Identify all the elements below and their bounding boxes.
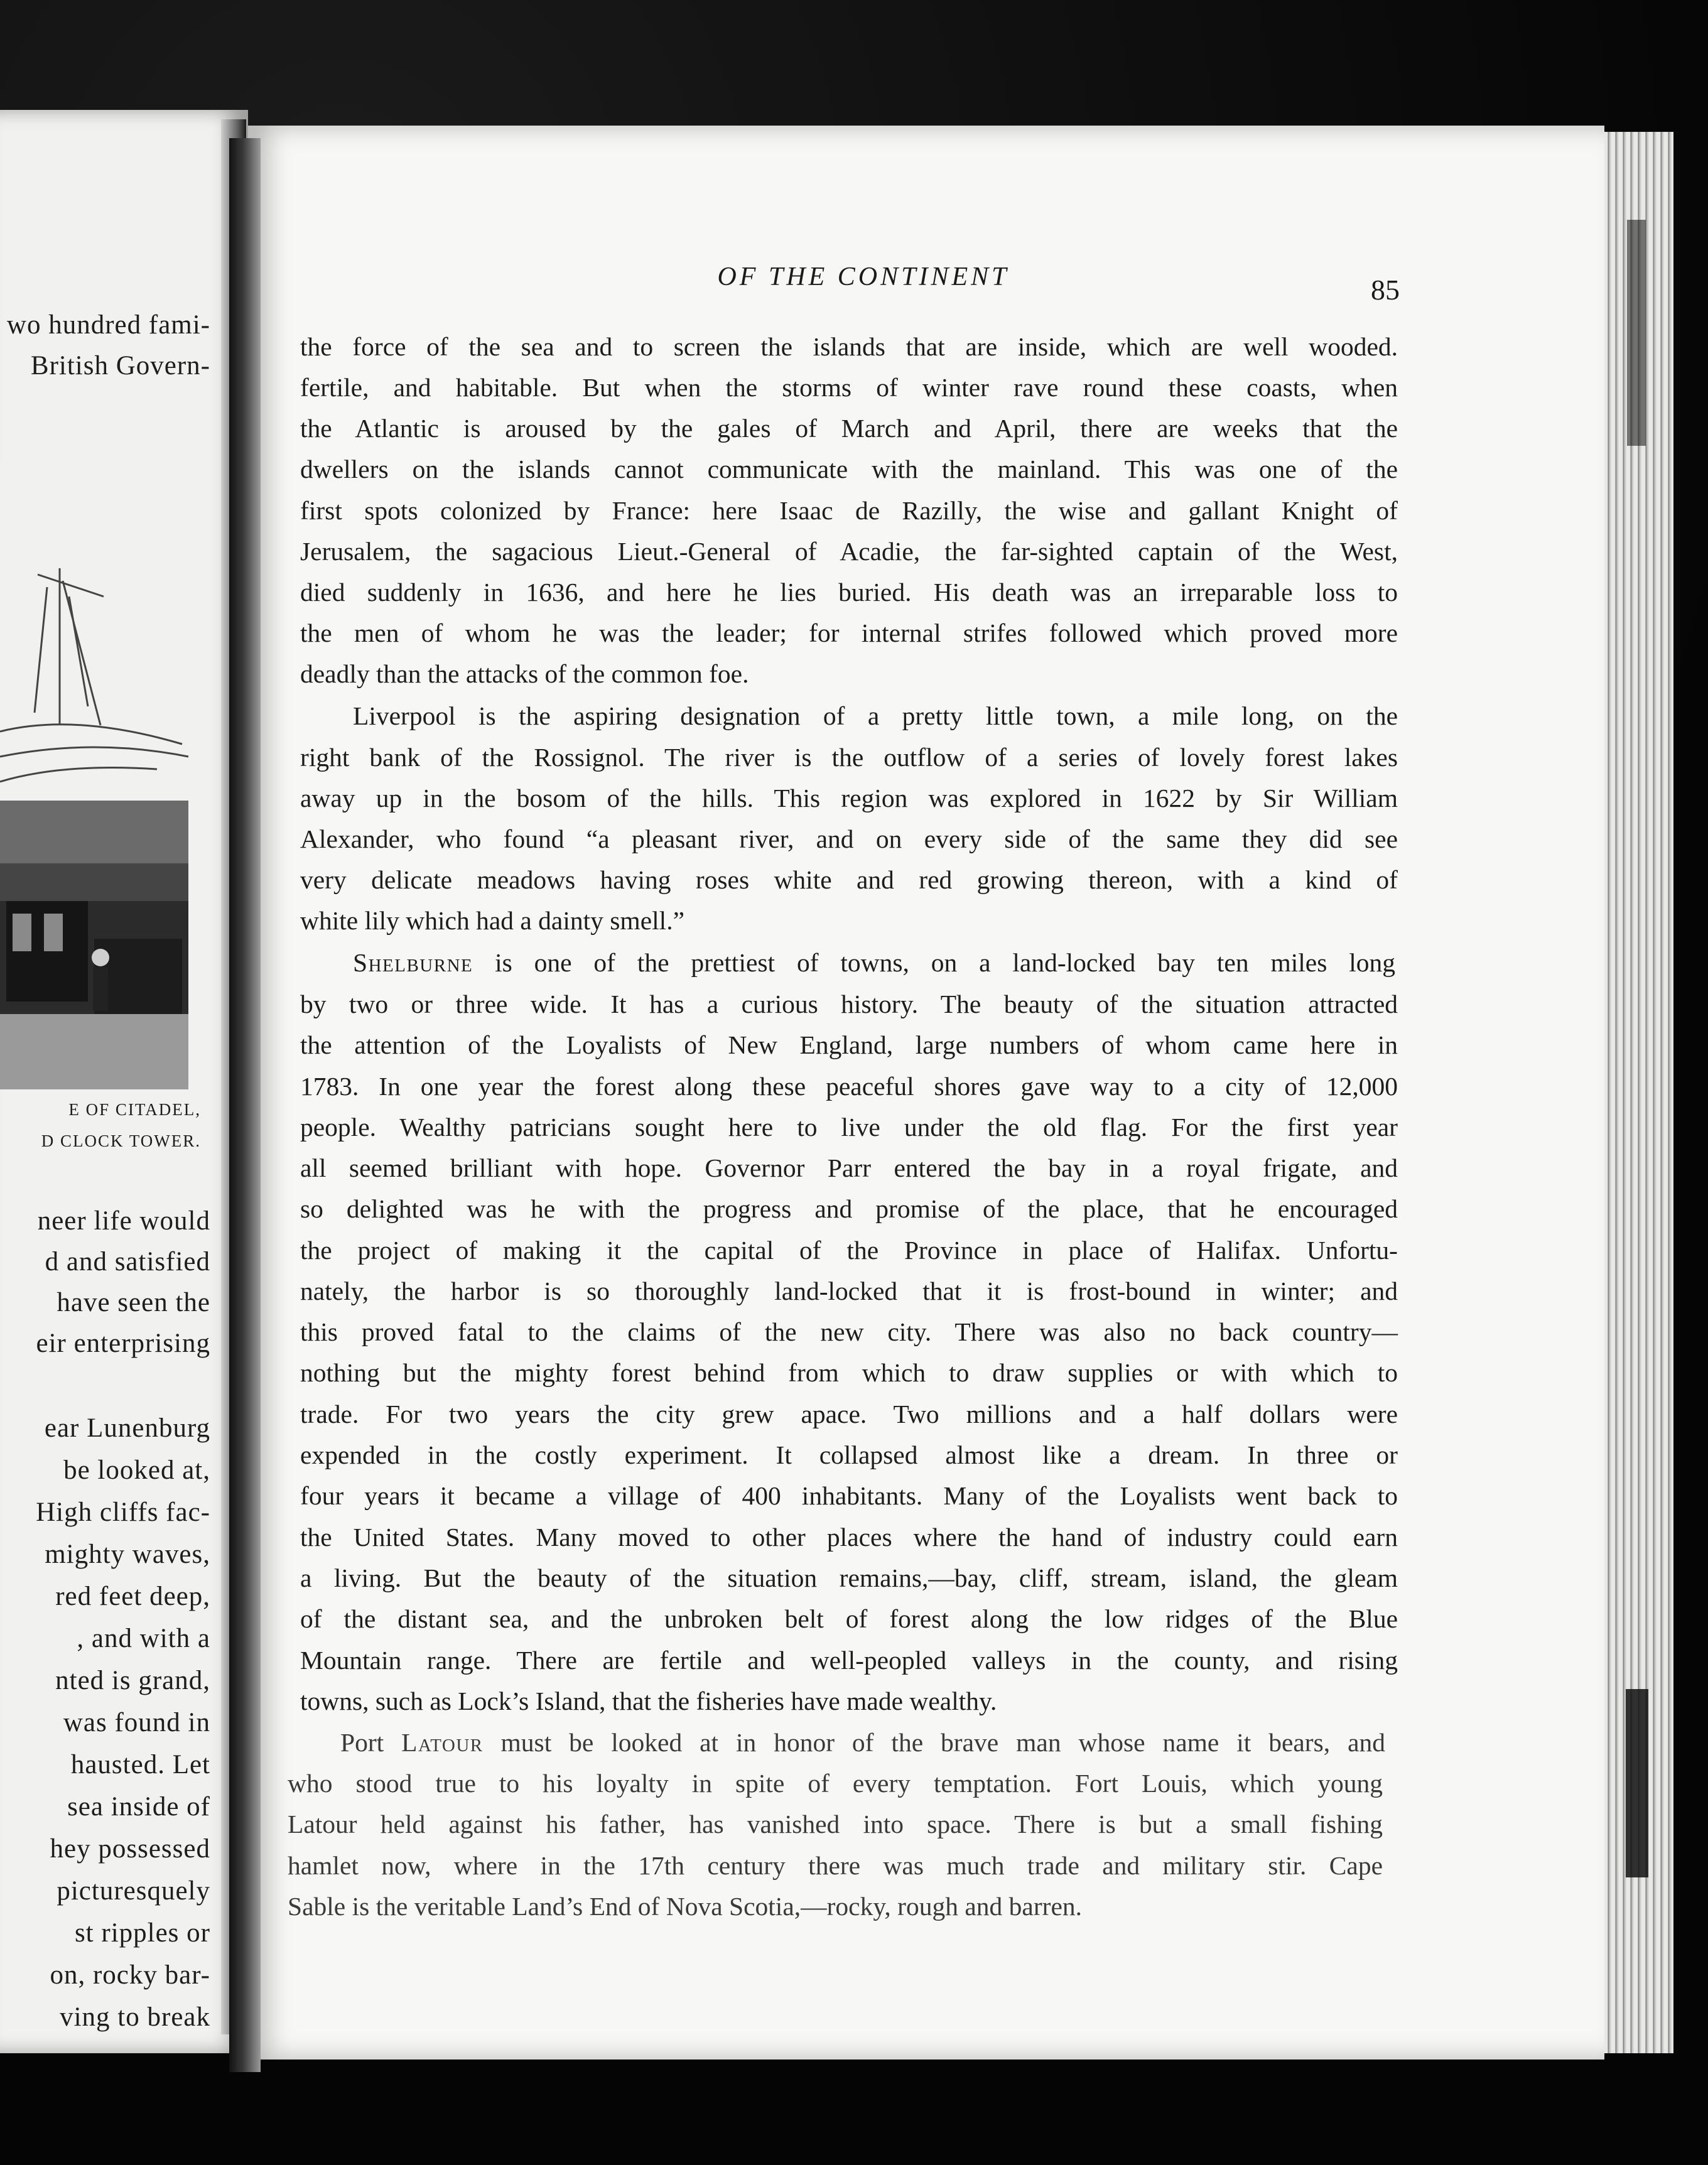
left-page — [0, 110, 248, 2053]
text-line-rest: is one of the prettiest of towns, on a land-locked bay ten miles long — [495, 948, 1395, 977]
text-line: a living. But the beauty of the situation remains,—bay, cliff, stream, island, the gleam — [300, 1563, 1398, 1592]
text-line-lead: Port — [340, 1728, 384, 1757]
text-line: by two or three wide. It has a curious history. The beauty of the situation attracted — [300, 990, 1398, 1018]
text-line: towns, such as Lock’s Island, that the fisheries have made wealthy. — [300, 1687, 997, 1715]
text-line: trade. For two years the city grew apace. Two millions and a half dollars were — [300, 1400, 1398, 1428]
text-line: the attention of the Loyalists of New England, large numbers of whom came here in — [300, 1030, 1398, 1059]
text-line: nately, the harbor is so thoroughly land-locked that it is frost-bound in winter; and — [300, 1277, 1398, 1305]
left-page-line: hey possessed — [50, 1834, 210, 1864]
place-name-shelburne: Shelburne — [353, 948, 473, 977]
left-page-line: have seen the — [57, 1288, 210, 1317]
text-line: white lily which had a dainty smell.” — [300, 906, 684, 935]
text-line: Sable is the veritable Land’s End of Nova Scotia,—rocky, rough and barren. — [288, 1892, 1083, 1921]
text-line: the United States. Many moved to other places where the hand of industry could earn — [300, 1523, 1398, 1552]
left-page-line: ear Lunenburg — [44, 1413, 210, 1443]
left-page-line: picturesquely — [57, 1876, 210, 1906]
text-line: expended in the costly experiment. It collapsed almost like a dream. In three or — [300, 1440, 1398, 1469]
book-page-edges — [1604, 132, 1673, 2053]
left-page-line: neer life would — [37, 1206, 210, 1236]
left-page-line: hausted. Let — [70, 1750, 210, 1779]
text-line: the men of whom he was the leader; for internal strifes followed which proved more — [300, 618, 1398, 647]
page-binding-shadow — [229, 138, 261, 2072]
text-line: this proved fatal to the claims of the new city. There was also no back country— — [300, 1317, 1398, 1346]
left-page-line: st ripples or — [74, 1918, 210, 1948]
left-page-line: red feet deep, — [55, 1582, 210, 1611]
edge-ink-mark — [1627, 220, 1646, 446]
left-page-caption: D CLOCK TOWER. — [41, 1131, 201, 1150]
text-line: 1783. In one year the forest along these peaceful shores gave way to a city of 12,000 — [300, 1072, 1398, 1101]
text-line: Jerusalem, the sagacious Lieut.-General of Acadie, the far-sighted captain of the West, — [300, 537, 1398, 566]
left-page-line: was found in — [63, 1708, 210, 1737]
left-page-line: be looked at, — [63, 1455, 210, 1485]
text-line: dwellers on the islands cannot communicate with the mainland. This was one of the — [300, 455, 1398, 483]
text-line: the project of making it the capital of the Province in place of Halifax. Unfortu- — [300, 1236, 1398, 1265]
text-line — [340, 1730, 1385, 1756]
left-page-line: nted is grand, — [55, 1666, 210, 1695]
left-page-line: d and satisfied — [45, 1247, 210, 1277]
left-page-line: wo hundred fami- — [6, 310, 210, 340]
left-page-line: ving to break — [60, 2002, 210, 2032]
text-line: all seemed brilliant with hope. Governor Parr entered the bay in a royal frigate, and — [300, 1153, 1398, 1182]
left-page-line: on, rocky bar- — [50, 1960, 210, 1990]
text-line: hamlet now, where in the 17th century there was much trade and military stir. Cape — [288, 1851, 1383, 1880]
text-line: so delighted was he with the progress and promise of the place, that he encouraged — [300, 1194, 1398, 1223]
left-page-line: High cliffs fac- — [36, 1498, 210, 1527]
left-page-line: sea inside of — [67, 1792, 210, 1822]
text-line: Liverpool is the aspiring designation of a pretty little town, a mile long, on the — [353, 701, 1398, 730]
text-line: the Atlantic is aroused by the gales of March and April, there are weeks that the — [300, 414, 1398, 443]
left-page-line: British Govern- — [30, 351, 210, 381]
text-line: of the distant sea, and the unbroken belt of forest along the low ridges of the Blue — [300, 1604, 1398, 1633]
text-line: deadly than the attacks of the common foe. — [300, 659, 749, 688]
text-line: Latour held against his father, has vanished into space. There is but a small fishing — [288, 1810, 1383, 1838]
text-line: four years it became a village of 400 inhabitants. Many of the Loyalists went back to — [300, 1481, 1398, 1510]
left-page-line: , and with a — [77, 1624, 210, 1653]
text-line: first spots colonized by France: here Isaac de Razilly, the wise and gallant Knight of — [300, 496, 1398, 525]
page-number: 85 — [1371, 274, 1400, 306]
text-line: Alexander, who found “a pleasant river, and on every side of the same they did see — [300, 824, 1398, 853]
text-line: people. Wealthy patricians sought here to live under the old flag. For the first year — [300, 1113, 1398, 1142]
text-line: who stood true to his loyalty in spite of every temptation. Fort Louis, which young — [288, 1769, 1383, 1798]
text-line: nothing but the mighty forest behind from which to draw supplies or with which to — [300, 1358, 1398, 1387]
text-line — [353, 950, 1395, 976]
place-name-latour: Latour — [401, 1728, 484, 1757]
citadel-clock-tower-illustration — [0, 462, 195, 1089]
text-line: fertile, and habitable. But when the storms of winter rave round these coasts, when — [300, 373, 1398, 402]
left-page-line: mighty waves, — [45, 1540, 210, 1569]
left-page-line: eir enterprising — [36, 1329, 210, 1358]
running-head: OF THE CONTINENT — [717, 262, 1010, 291]
text-line-rest: must be looked at in honor of the brave man whose name it bears, and — [500, 1728, 1385, 1757]
text-line: away up in the bosom of the hills. This region was explored in 1622 by Sir William — [300, 784, 1398, 813]
edge-ink-mark — [1626, 1689, 1648, 1877]
text-line: right bank of the Rossignol. The river is the outflow of a series of lovely forest lakes — [300, 743, 1398, 772]
text-line: died suddenly in 1636, and here he lies buried. His death was an irreparable loss to — [300, 578, 1398, 607]
left-page-caption: E OF CITADEL, — [68, 1100, 201, 1119]
text-line: very delicate meadows having roses white and red growing thereon, with a kind of — [300, 865, 1398, 894]
text-line: the force of the sea and to screen the islands that are inside, which are well wooded. — [300, 332, 1398, 361]
text-line: Mountain range. There are fertile and well-peopled valleys in the county, and rising — [300, 1646, 1398, 1675]
